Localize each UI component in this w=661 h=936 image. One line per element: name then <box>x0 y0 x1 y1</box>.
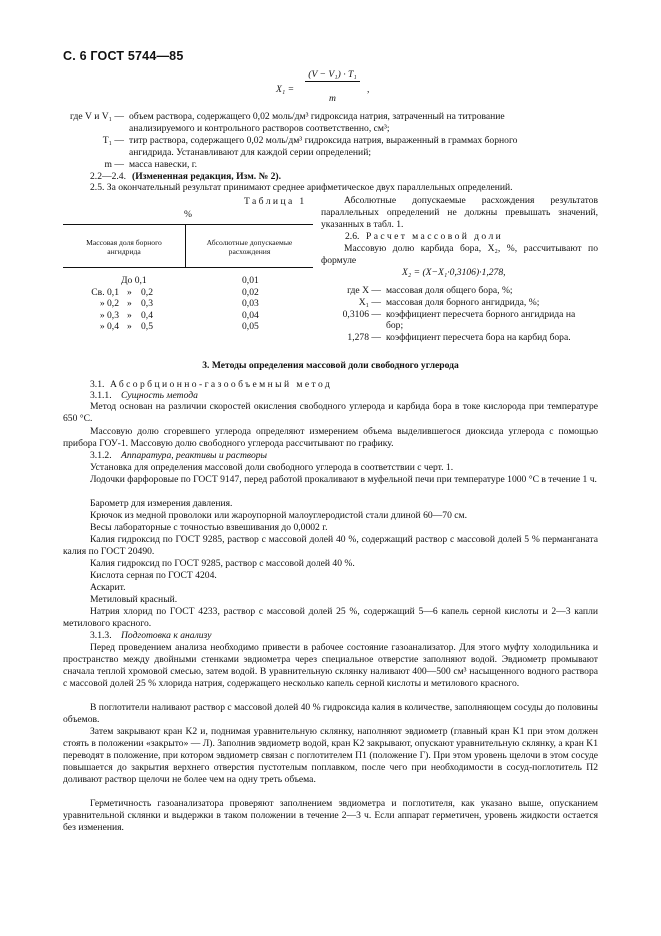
def-v-text-1: объем раствора, содержащего 0,02 моль/дм³ гидроксида натрия, затраченный на титрование <box>129 111 505 122</box>
formula-x1-fraction-line <box>305 81 360 82</box>
s3-para-12: Метиловый красный. <box>90 594 178 605</box>
table1-row-1-pre: Св. 0,1 <box>91 287 119 298</box>
s3-para-10: Кислота серная по ГОСТ 4204. <box>90 570 217 581</box>
def-t1-text-1: титр раствора, содержащего 0,02 моль/дм³ гидроксида натрия, выраженный в граммах борного <box>129 135 518 146</box>
table1-row-2-val: 0,03 <box>242 298 259 309</box>
s3-para-17: Герметичность газоанализатора проверяют заполнением эвдиометра и поглотителя, как указано выше, опусканием уравнительной склянки и выдержки в таком положении в течение 2—3 ч. Если аппарат герметичен, уровень жидкости остается без изменения. <box>63 798 598 833</box>
table1-row-4-mid: » <box>127 321 132 332</box>
table1-top-rule <box>63 224 313 225</box>
table1-col1-header-1: Массовая доля борного <box>86 238 162 247</box>
p-22-24-text: (Измененная редакция, Изм. № 2). <box>132 171 282 182</box>
s3-para-7: Весы лабораторные с точностью взвешивания до 0,0002 г. <box>90 522 328 533</box>
s31-title: Абсорбционно-газообъемный метод <box>110 379 333 390</box>
def-m-term: m — <box>104 159 124 170</box>
def-t1-text-2: ангидрида. Устанавливают для каждой серии определений; <box>129 147 371 158</box>
p26-text: Массовую долю карбида бора, X₂, %, рассчитывают по формуле <box>321 243 598 266</box>
table1-col1-header-2: ангидрида <box>107 247 141 256</box>
table1-col2-header-1: Абсолютные допускаемые <box>206 238 293 247</box>
formula-x1-numerator: (V − V₁) · T₁ <box>308 69 357 80</box>
s3-para-14: Перед проведением анализа необходимо привести в рабочее состояние газоанализатор. Для этого муфту холодильника и пространство между двойными стенками эвдиометра через специальное отверстие заполняют водой. Эвдиометр промывают сначала теплой хромовой смесью, затем водой. В уравнительную склянку наливают 400—500 см³ насыщенного водного раствора с массовой долей 25 % хлорида натрия, содержащего несколько капель серной кислоты и метилового красного. <box>63 642 598 689</box>
s31-num: 3.1. <box>90 379 105 390</box>
table1-row-1-mid: » <box>127 287 132 298</box>
s313-title: Подготовка к анализу <box>121 630 212 641</box>
table1-row-3-val: 0,04 <box>242 310 259 321</box>
def-v-term: где V и V₁ — <box>70 111 124 122</box>
s3-para-5: Барометр для измерения давления. <box>90 498 233 509</box>
s313-num: 3.1.3. <box>90 630 112 641</box>
table1-col2-header-2: расхождения <box>228 247 271 256</box>
s3-para-1: Метод основан на различии скоростей окисления свободного углерода и карбида бора в токе кислорода при температуре 650 °С. <box>63 401 598 424</box>
right-para-1: Абсолютные допускаемые расхождения результатов параллельных определений не должны превышать значений, указанных в табл. 1. <box>321 195 598 230</box>
def2-1278-term: 1,278 — <box>347 332 381 343</box>
s3-para-13: Натрия хлорид по ГОСТ 4233, раствор с массовой долей 25 %, содержащий 5—6 капель серной кислоты и 2—3 капли метилового красного. <box>63 606 598 629</box>
s3-para-8: Калия гидроксид по ГОСТ 9285, раствор с массовой долей 40 %, содержащий раствор с массовой долей 5 % перманганата калия по ГОСТ 20490. <box>63 534 598 557</box>
def2-x1-term: X₁ — <box>358 297 381 308</box>
formula-x1-denominator: m <box>329 93 336 104</box>
p-25: 2.5. За окончательный результат принимают среднее арифметическое двух параллельных определений. <box>90 182 513 193</box>
s3-para-11: Аскарит. <box>90 582 126 593</box>
table1-row-2-pre: » 0,2 <box>99 298 119 309</box>
s311-title: Сущность метода <box>121 390 198 401</box>
formula-x1-tail: , <box>367 84 370 95</box>
table1-row-4-val: 0,05 <box>242 321 259 332</box>
table1-row-3-pre: » 0,3 <box>99 310 119 321</box>
def2-x-text: массовая доля общего бора, %; <box>386 285 513 296</box>
table1-row-1-val: 0,02 <box>242 287 259 298</box>
s3-para-15: В поглотители наливают раствор с массовой долей 40 % гидроксида калия в количестве, заполняющем сосуды до половины объемов. <box>63 702 598 725</box>
table1-row-2-mid: » <box>127 298 132 309</box>
p26-num: 2.6. <box>345 231 360 242</box>
table1-row-3-mid: » <box>127 310 132 321</box>
def-m-text: масса навески, г. <box>129 159 198 170</box>
formula-x2: X₂ = (X−X₁·0,3106)·1,278, <box>402 267 506 278</box>
formula-x1-lhs: X₁ = <box>276 84 295 95</box>
s3-para-16: Затем закрывают кран K2 и, поднимая уравнительную склянку, наполняют эвдиометр (главный кран K1 при этом должен стоять в положении «закрыто» — Л). Заполнив эвдиометр водой, кран K2 закрывают, опускают уравнительную склянку, а кран K1 переводят в положение, при котором эвдиометр связан с поглотителем П1 (положение Г). При этом уровень щелочи в этом сосуде повышается до закрытия верхнего отверстия пустотелым поплавком, после чего при необходимости в сосуд-поглотитель П2 доливают раствор щелочи не более чем на одну треть объема. <box>63 726 598 785</box>
table1-row-1-b: 0,2 <box>141 287 153 298</box>
s3-para-4: Лодочки фарфоровые по ГОСТ 9147, перед работой прокаливают в муфельной печи при температуре 1000 °С в течение 1 ч. <box>90 474 597 485</box>
def2-03106-term: 0,3106 — <box>342 309 381 320</box>
s3-para-6: Крючок из медной проволоки или жароупорной малоуглеродистой стали длиной 60—70 см. <box>90 510 467 521</box>
s3-para-9: Калия гидроксид по ГОСТ 9285, раствор с массовой долей 40 %. <box>90 558 355 569</box>
table1-row-4-b: 0,5 <box>141 321 153 332</box>
def2-1278-text: коэффициент пересчета бора на карбид бора. <box>386 332 571 343</box>
def2-03106-text-1: коэффициент пересчета борного ангидрида на <box>386 309 576 320</box>
table1-row-4-pre: » 0,4 <box>99 321 119 332</box>
table1-row-0-val: 0,01 <box>242 275 259 286</box>
def-t1-term: T₁ — <box>102 135 124 146</box>
def2-03106-text-2: бор; <box>386 320 404 331</box>
table1-caption: Таблица 1 <box>244 196 307 207</box>
section3-title: 3. Методы определения массовой доли свободного углерода <box>202 360 459 371</box>
table1-unit: % <box>184 209 192 220</box>
s312-num: 3.1.2. <box>90 450 112 461</box>
s3-para-3: Установка для определения массовой доли свободного углерода в соответствии с черт. 1. <box>90 462 454 473</box>
s312-title: Аппаратура, реактивы и растворы <box>121 450 268 461</box>
table1-header-rule <box>63 267 313 268</box>
s311-num: 3.1.1. <box>90 390 112 401</box>
table1-row-3-b: 0,4 <box>141 310 153 321</box>
s3-para-2: Массовую долю сгоревшего углерода определяют измерением объема выделившегося диоксида углерода с помощью прибора ГОУ-1. Массовую долю свободного углерода рассчитывают по графику. <box>63 426 598 449</box>
table1-row-2-b: 0,3 <box>141 298 153 309</box>
p-22-24-num: 2.2—2.4. <box>90 171 126 182</box>
def2-x1-text: массовая доля борного ангидрида, %; <box>386 297 540 308</box>
def2-x-term: где X — <box>347 285 381 296</box>
page-header: С. 6 ГОСТ 5744—85 <box>63 49 184 63</box>
table1-row-0-a: До 0,1 <box>121 275 147 286</box>
def-v-text-2: анализируемого и контрольного растворов соответственно, см³; <box>129 123 390 134</box>
p26-title: Расчет массовой доли <box>366 231 504 242</box>
